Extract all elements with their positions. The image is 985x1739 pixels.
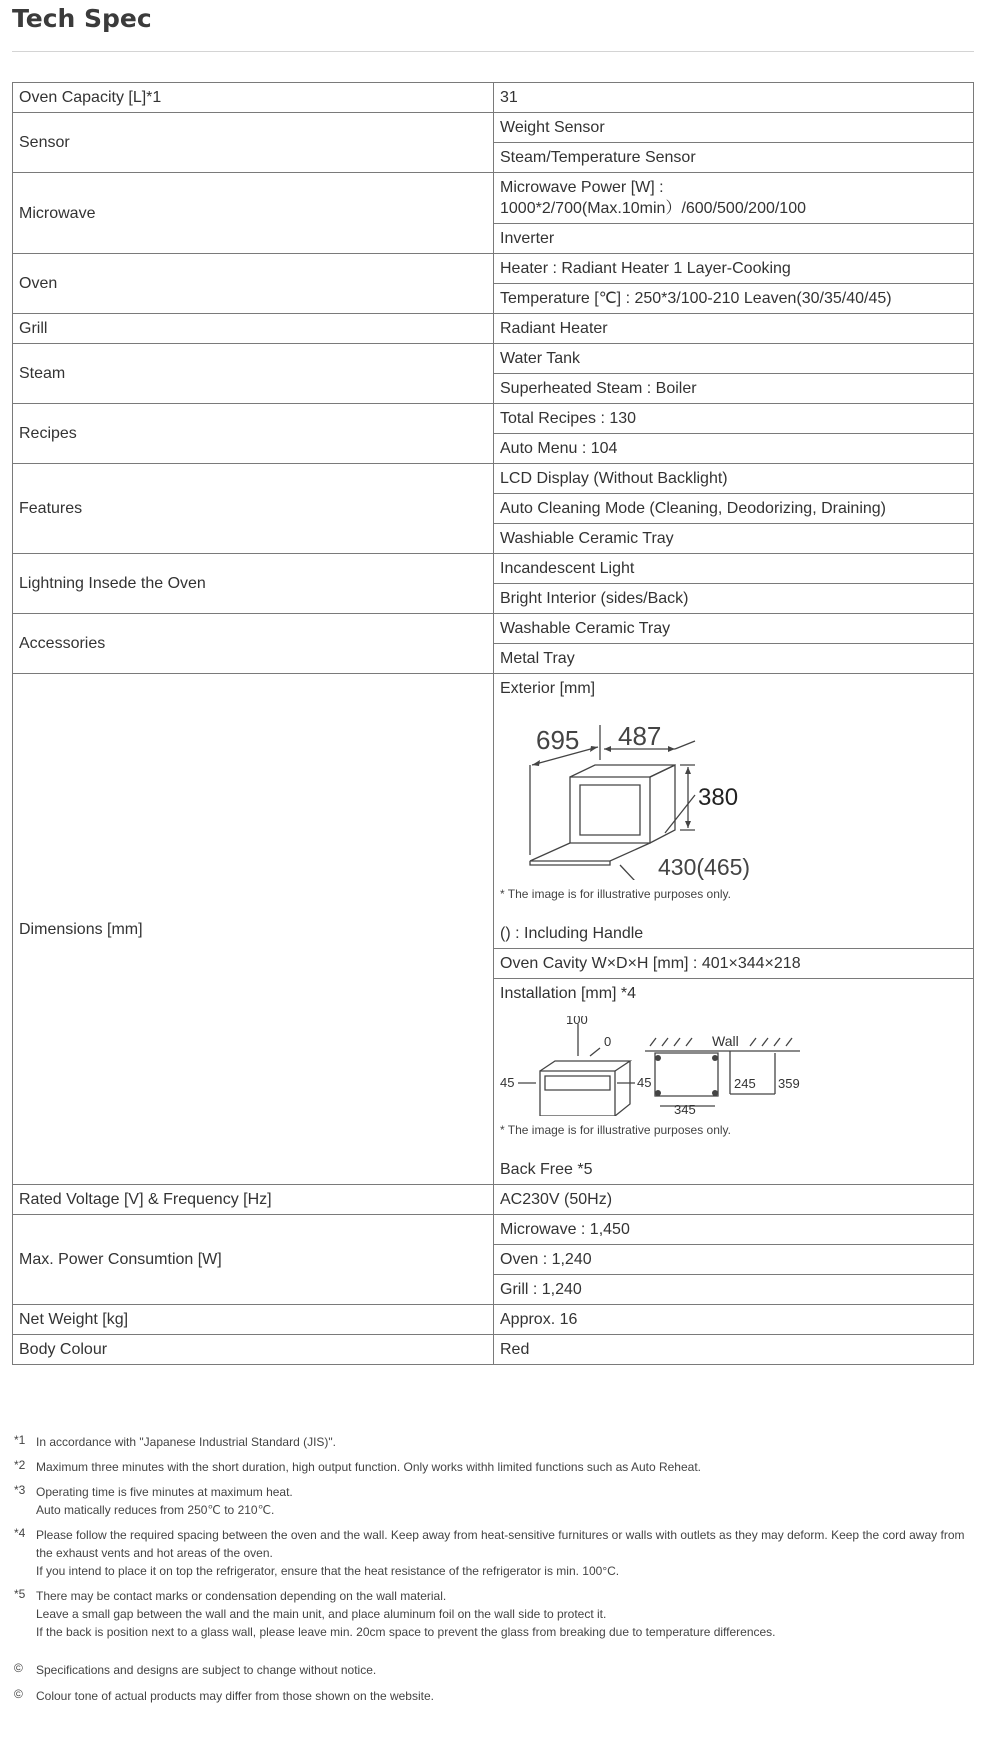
oven-door-outline	[530, 843, 650, 861]
illustrative-note: * The image is for illustrative purposes only.	[500, 1123, 731, 1137]
footnote-mark: *4	[14, 1526, 26, 1540]
install-oven-door	[545, 1076, 610, 1090]
spec-value: Metal Tray	[494, 644, 974, 674]
table-row	[13, 1335, 974, 1365]
title-divider	[12, 51, 974, 52]
oven-side-outline	[650, 765, 675, 843]
table-row	[13, 1305, 974, 1335]
oven-front-outline	[570, 777, 650, 843]
spec-value: Steam/Temperature Sensor	[494, 143, 974, 173]
footnote-text: Maximum three minutes with the short duration, high output function. Only works withh limited functions such as Auto Reheat.	[36, 1460, 701, 1474]
footnote-2	[14, 1458, 974, 1476]
arrow-head	[685, 821, 691, 828]
spec-label: Net Weight [kg]	[13, 1305, 494, 1335]
spec-label: Sensor	[13, 113, 494, 173]
spec-label: Rated Voltage [V] & Frequency [Hz]	[13, 1185, 494, 1215]
spec-value: Bright Interior (sides/Back)	[494, 584, 974, 614]
install-back-label: 0	[604, 1034, 612, 1049]
footnote-text: In accordance with "Japanese Industrial Standard (JIS)".	[36, 1435, 337, 1449]
table-row	[13, 83, 974, 113]
footnote-mark: *2	[14, 1458, 26, 1472]
install-plan-box	[655, 1053, 718, 1096]
spec-label: Dimensions [mm]	[13, 674, 494, 1185]
spec-value: Auto Menu : 104	[494, 434, 974, 464]
table-row	[13, 464, 974, 494]
notice-mark: ©	[14, 1687, 23, 1701]
spec-label: Oven	[13, 254, 494, 314]
install-top-label: 100	[566, 1016, 588, 1027]
install-b-label: 359	[778, 1076, 800, 1091]
spec-label: Max. Power Consumtion [W]	[13, 1215, 494, 1305]
footnote-mark: *5	[14, 1587, 26, 1601]
handle-note: () : Including Handle	[500, 925, 644, 942]
microwave-power-levels: 1000*2/700(Max.10min）/600/500/200/100	[500, 200, 807, 217]
installation-cell	[494, 979, 974, 1185]
illustrative-note: * The image is for illustrative purposes only.	[500, 887, 731, 901]
spec-value: Inverter	[494, 224, 974, 254]
footnote-mark: *1	[14, 1433, 26, 1447]
table-row	[13, 554, 974, 584]
install-marker	[712, 1055, 718, 1061]
depth-ext	[675, 741, 695, 749]
install-oven-front	[540, 1071, 615, 1116]
footnote-text: There may be contact marks or condensation depending on the wall material.	[36, 1589, 447, 1603]
spec-value: Water Tank	[494, 344, 974, 374]
exterior-height-label: 380	[698, 784, 739, 811]
exterior-width-label: 695	[536, 725, 580, 755]
spec-value: LCD Display (Without Backlight)	[494, 464, 974, 494]
footnote-mark: *3	[14, 1483, 26, 1497]
exterior-depth-label: 487	[618, 721, 662, 751]
footnote-text: Please follow the required spacing between the oven and the wall. Keep away from heat-sensitive furnitures or walls with outlets as they may deform. Keep the cord away from the exhaust vents and hot areas of the oven.	[36, 1528, 965, 1560]
spec-value: Grill : 1,240	[494, 1275, 974, 1305]
spec-label: Accessories	[13, 614, 494, 674]
footnote-text: If the back is position next to a glass wall, please leave min. 20cm space to prevent the glass from breaking due to temperature differences.	[36, 1625, 776, 1639]
back-free-note: Back Free *5	[500, 1161, 593, 1178]
table-row	[13, 1215, 974, 1245]
installation-figure	[500, 1016, 800, 1116]
exterior-title: Exterior [mm]	[500, 680, 596, 697]
spec-value: Weight Sensor	[494, 113, 974, 143]
spec-label: Microwave	[13, 173, 494, 254]
spec-value: Approx. 16	[494, 1305, 974, 1335]
install-c-label: 345	[674, 1102, 696, 1116]
exterior-front-label: 430(465)	[658, 854, 751, 880]
table-row	[13, 404, 974, 434]
spec-value: Washable Ceramic Tray	[494, 614, 974, 644]
spec-value: 31	[494, 83, 974, 113]
table-row	[13, 1185, 974, 1215]
notice-1	[14, 1661, 974, 1679]
table-row	[13, 254, 974, 284]
footnote-text: If you intend to place it on top the refrigerator, ensure that the heat resistance of the refrigerator is min. 100°C.	[36, 1564, 620, 1578]
arrow-head	[685, 767, 691, 774]
installation-title: Installation [mm] *4	[500, 985, 637, 1002]
spec-value: Oven Cavity W×D×H [mm] : 401×344×218	[494, 949, 974, 979]
exterior-cell	[494, 674, 974, 949]
spec-label: Features	[13, 464, 494, 554]
front-dim-line	[620, 865, 635, 880]
spec-value: Heater : Radiant Heater 1 Layer-Cooking	[494, 254, 974, 284]
oven-top-outline	[570, 765, 675, 777]
arrow-head	[590, 746, 598, 752]
install-marker	[712, 1090, 718, 1096]
notice-2	[14, 1687, 974, 1705]
spec-value: AC230V (50Hz)	[494, 1185, 974, 1215]
exterior-dimension-figure	[500, 715, 790, 880]
spec-value: Temperature [℃] : 250*3/100-210 Leaven(30/35/40/45)	[494, 284, 974, 314]
spec-label: Grill	[13, 314, 494, 344]
install-wall-label: Wall	[712, 1033, 739, 1049]
spec-value: Oven : 1,240	[494, 1245, 974, 1275]
spec-value: Red	[494, 1335, 974, 1365]
spec-value: Radiant Heater	[494, 314, 974, 344]
table-row	[13, 314, 974, 344]
microwave-power-label: Microwave Power [W] :	[500, 179, 664, 196]
spec-label: Oven Capacity [L]*1	[13, 83, 494, 113]
footnote-4	[14, 1526, 974, 1580]
footnote-5	[14, 1587, 974, 1641]
table-row	[13, 674, 974, 949]
table-row	[13, 113, 974, 143]
oven-cavity-outline	[580, 785, 640, 835]
notice-text: Specifications and designs are subject to change without notice.	[36, 1663, 377, 1677]
footnote-text: Auto matically reduces from 250℃ to 210℃.	[36, 1503, 275, 1517]
spec-table	[12, 82, 974, 1365]
install-marker	[655, 1055, 661, 1061]
footnotes	[14, 1433, 974, 1705]
front-ext	[665, 795, 695, 833]
install-a-label: 245	[734, 1076, 756, 1091]
spec-label: Body Colour	[13, 1335, 494, 1365]
spec-label: Steam	[13, 344, 494, 404]
spec-label: Lightning Insede the Oven	[13, 554, 494, 614]
arrow-head	[532, 760, 540, 766]
install-oven-box	[540, 1061, 630, 1116]
spec-value: Total Recipes : 130	[494, 404, 974, 434]
page-title: Tech Spec	[12, 4, 152, 33]
arrow-head	[604, 746, 611, 752]
footnote-text: Operating time is five minutes at maximum heat.	[36, 1485, 293, 1499]
spec-value: Microwave : 1,450	[494, 1215, 974, 1245]
install-marker	[655, 1090, 661, 1096]
spec-value: Washiable Ceramic Tray	[494, 524, 974, 554]
table-row	[13, 173, 974, 224]
spec-value: Auto Cleaning Mode (Cleaning, Deodorizing, Draining)	[494, 494, 974, 524]
footnote-1	[14, 1433, 974, 1451]
table-row	[13, 614, 974, 644]
spec-value	[494, 173, 974, 224]
install-left-label: 45	[500, 1075, 515, 1090]
footnote-text: Leave a small gap between the wall and the main unit, and place aluminum foil on the wall side to protect it.	[36, 1607, 607, 1621]
spec-value: Superheated Steam : Boiler	[494, 374, 974, 404]
notice-text: Colour tone of actual products may differ from those shown on the website.	[36, 1689, 434, 1703]
back-gap-line	[590, 1048, 600, 1056]
footnote-3	[14, 1483, 974, 1519]
install-right-label: 45	[637, 1075, 652, 1090]
notice-mark: ©	[14, 1661, 23, 1675]
spec-value: Incandescent Light	[494, 554, 974, 584]
table-row	[13, 344, 974, 374]
arrow-head	[668, 746, 675, 752]
spec-label: Recipes	[13, 404, 494, 464]
